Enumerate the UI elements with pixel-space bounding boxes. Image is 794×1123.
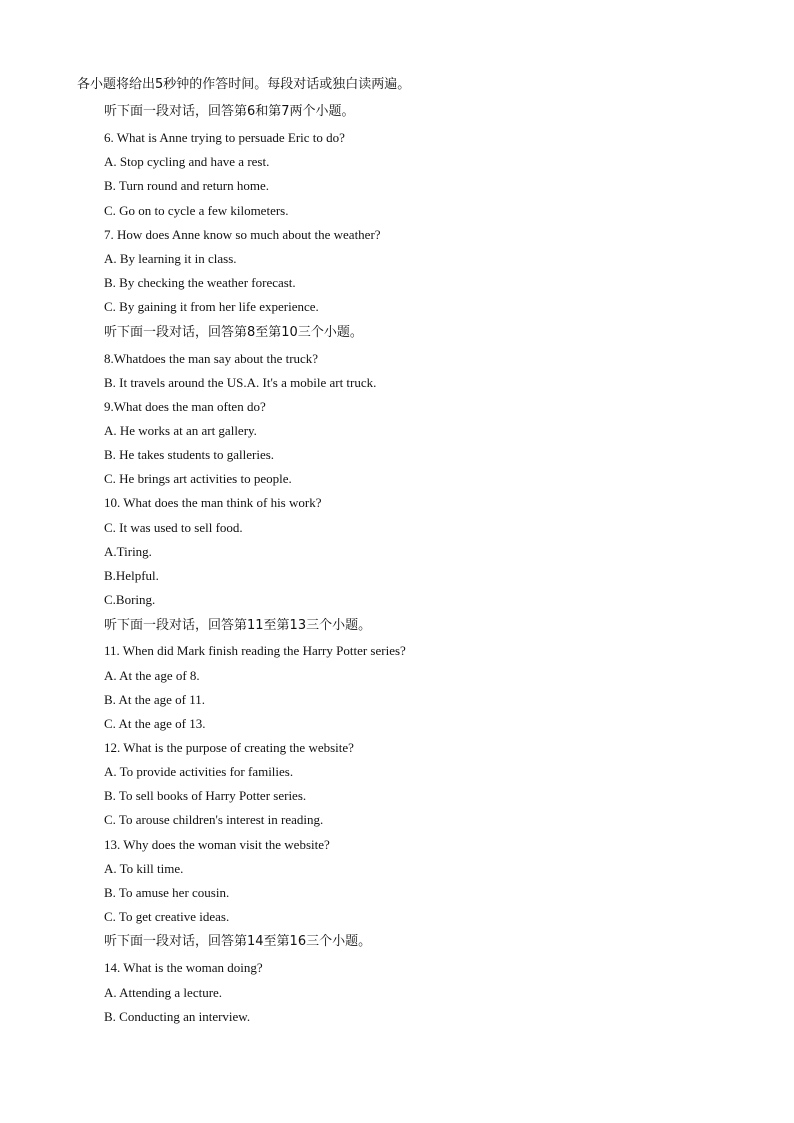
question-stem: 11. When did Mark finish reading the Harry Potter series? (104, 643, 406, 658)
answer-option: B. Turn round and return home. (104, 178, 270, 193)
answer-option: C. He brings art activities to people. (104, 471, 292, 486)
section-instruction: 听下面一段对话，回答第14至第16三个小题。 (104, 934, 372, 949)
answer-option: C. By gaining it from her life experience. (104, 299, 319, 314)
answer-option: A.Tiring. (104, 544, 152, 559)
question-stem: 6. What is Anne trying to persuade Eric to do? (104, 130, 345, 145)
question-stem: 14. What is the woman doing? (104, 960, 263, 975)
question-stem: 8.Whatdoes the man say about the truck? (104, 351, 319, 366)
answer-option: B. To sell books of Harry Potter series. (104, 788, 307, 803)
intro-text: 各小题将给出5秒钟的作答时间。每段对话或独白读两遍。 (77, 77, 411, 92)
answer-option: A. By learning it in class. (104, 251, 237, 266)
answer-option: A. At the age of 8. (104, 668, 200, 683)
answer-option: A. Attending a lecture. (104, 985, 223, 1000)
answer-option: A. To kill time. (104, 861, 184, 876)
answer-option: A. He works at an art gallery. (104, 423, 257, 438)
answer-option: A. Stop cycling and have a rest. (104, 154, 270, 169)
question-stem: 13. Why does the woman visit the website? (104, 837, 330, 852)
question-stem: 12. What is the purpose of creating the website? (104, 740, 354, 755)
answer-option: C. To get creative ideas. (104, 909, 230, 924)
answer-option: B.Helpful. (104, 568, 159, 583)
answer-option: B. He takes students to galleries. (104, 447, 275, 462)
answer-option: C. Go on to cycle a few kilometers. (104, 203, 289, 218)
section-instruction: 听下面一段对话，回答第11至第13三个小题。 (104, 618, 372, 633)
section-instruction: 听下面一段对话，回答第8至第10三个小题。 (104, 325, 363, 340)
answer-option: A. To provide activities for families. (104, 764, 294, 779)
answer-option: B. Conducting an interview. (104, 1009, 251, 1024)
answer-option: C.Boring. (104, 592, 156, 607)
section-instruction: 听下面一段对话，回答第6和第7两个小题。 (104, 104, 355, 119)
answer-option: B. It travels around the US.A. It's a mobile art truck. (104, 375, 377, 390)
answer-option: C. To arouse children's interest in reading. (104, 812, 324, 827)
answer-option: B. By checking the weather forecast. (104, 275, 296, 290)
answer-option: C. At the age of 13. (104, 716, 206, 731)
question-stem: 10. What does the man think of his work? (104, 495, 322, 510)
answer-option: B. To amuse her cousin. (104, 885, 230, 900)
answer-option: B. At the age of 11. (104, 692, 205, 707)
question-stem: 9.What does the man often do? (104, 399, 266, 414)
question-stem: 7. How does Anne know so much about the weather? (104, 227, 381, 242)
answer-option: C. It was used to sell food. (104, 520, 243, 535)
